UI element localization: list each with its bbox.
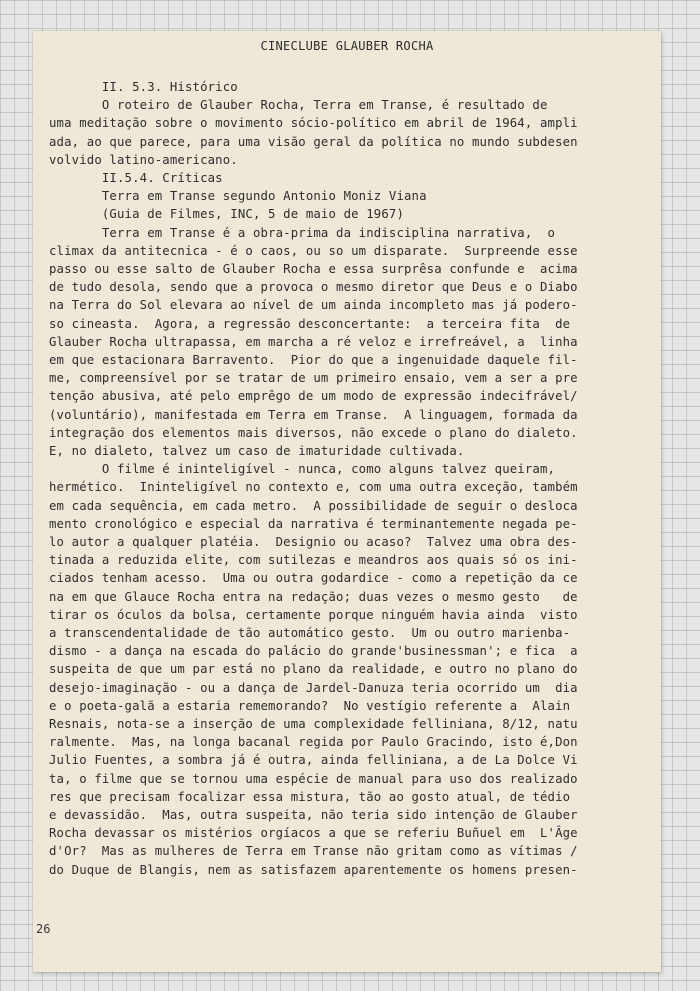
- text-line: O filme é ininteligível - nunca, como alguns talvez queiram,: [49, 462, 556, 477]
- text-line: climax da antitecnica - é o caos, ou so um disparate. Surpreende esse: [49, 243, 578, 258]
- page-number: 26: [36, 922, 51, 936]
- text-line: Resnais, nota-se a inserção de uma complexidade felliniana, 8/12, natu: [49, 717, 578, 731]
- text-line: em que estacionara Barravento. Pior do que a ingenuidade daquele fil-: [49, 353, 578, 367]
- text-line: tinada a reduzida elite, com sutilezas e meandros aos quais só os ini-: [49, 553, 578, 568]
- text-line: Rocha devassar os mistérios orgíacos a que se referiu Buñuel em L'Âge: [49, 826, 578, 841]
- text-line: e o poeta-galã a estaria rememorando? No vestígio referente a Alain: [49, 698, 571, 713]
- text-line: d'Or? Mas as mulheres de Terra em Transe não gritam como as vítimas /: [49, 844, 578, 859]
- text-line: tirar os óculos da bolsa, certamente porque ninguém havia ainda visto: [49, 607, 578, 622]
- text-line: ta, o filme que se tornou uma espécie de manual para uso dos realizado: [49, 771, 578, 786]
- text-line: ralmente. Mas, na longa bacanal regida por Paulo Gracindo, isto é,Don: [49, 735, 578, 750]
- text-line: mento cronológico e especial da narrativa é terminantemente negada pe-: [49, 516, 578, 531]
- text-line: O roteiro de Glauber Rocha, Terra em Transe, é resultado de: [49, 98, 548, 113]
- text-line: na Terra do Sol elevara ao nível de um ainda incompleto mas já podero-: [49, 298, 578, 313]
- text-line: (Guia de Filmes, INC, 5 de maio de 1967): [49, 207, 405, 222]
- text-line: Glauber Rocha ultrapassa, em marcha a ré veloz e irrefreável, a linha: [49, 334, 578, 349]
- text-line: em cada sequência, em cada metro. A possibilidade de seguir o desloca: [49, 498, 578, 513]
- text-line: ada, ao que parece, para uma visão geral da política no mundo subdesen: [49, 134, 578, 149]
- text-line: na em que Glauce Rocha entra na redação; duas vezes o mesmo gesto de: [49, 589, 578, 604]
- text-line: res que precisam focalizar essa mistura, tão ao gosto atual, de tédio: [49, 789, 571, 804]
- text-line: E, no dialeto, talvez um caso de imaturidade cultivada.: [49, 444, 465, 458]
- text-line: desejo-imaginação - ou a dança de Jardel-Danuza teria ocorrido um dia: [49, 680, 578, 695]
- text-line: integração dos elementos mais diversos, não excede o plano do dialeto.: [49, 425, 578, 440]
- text-line: Julio Fuentes, a sombra já é outra, ainda felliniana, a de La Dolce Vi: [49, 753, 578, 768]
- text-line: e devassidão. Mas, outra suspeita, não teria sido intenção de Glauber: [49, 808, 578, 822]
- text-line: tenção abusiva, até pelo emprêgo de um modo de expressão indecifrável/: [49, 389, 578, 404]
- text-line: II. 5.3. Histórico: [49, 80, 238, 94]
- text-line: hermético. Ininteligível no contexto e, com uma outra exceção, também: [49, 480, 578, 495]
- text-line: Terra em Transe é a obra-prima da indisciplina narrativa, o: [49, 225, 556, 240]
- text-line: lo autor a qualquer platéia. Designio ou acaso? Talvez uma obra des-: [49, 535, 578, 549]
- page-header: CINECLUBE GLAUBER ROCHA: [260, 39, 434, 53]
- text-line: dismo - a dança na escada do palácio do grande'businessman'; e fica a: [49, 644, 578, 659]
- text-line: volvido latino-americano.: [49, 152, 238, 167]
- text-line: suspeita de que um par está no plano da realidade, e outro no plano do: [49, 662, 578, 677]
- text-line: a transcendentalidade de tão automático gesto. Um ou outro marienba-: [49, 626, 571, 640]
- text-line: II.5.4. Críticas: [49, 171, 223, 185]
- text-line: me, compreensível por se tratar de um primeiro ensaio, vem a ser a pre: [49, 371, 578, 386]
- text-line: so cineasta. Agora, a regressão desconcertante: a terceira fita de: [49, 316, 571, 331]
- text-line: do Duque de Blangis, nem as satisfazem aparentemente os homens presen-: [49, 862, 578, 877]
- text-line: passo ou esse salto de Glauber Rocha e essa surprêsa confunde e acima: [49, 262, 578, 276]
- text-line: Terra em Transe segundo Antonio Moniz Viana: [49, 189, 427, 204]
- text-line: de tudo desola, sendo que a provoca o mesmo diretor que Deus e o Diabo: [49, 280, 578, 295]
- text-line: (voluntário), manifestada em Terra em Transe. A linguagem, formada da: [49, 407, 578, 422]
- document-page: [33, 31, 661, 972]
- text-line: ciados tenham acesso. Uma ou outra godardice - como a repetição da ce: [49, 571, 578, 586]
- text-line: uma meditação sobre o movimento sócio-político em abril de 1964, ampli: [49, 116, 578, 131]
